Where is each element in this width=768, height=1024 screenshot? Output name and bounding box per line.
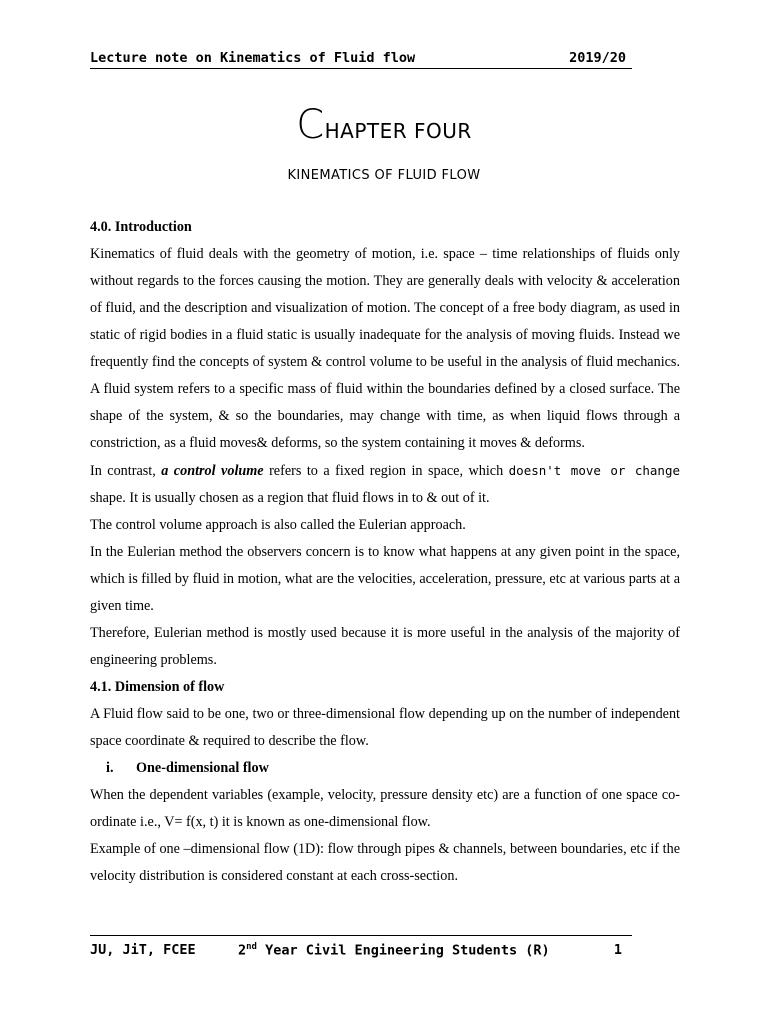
text-run: shape. It is usually chosen as a region that fluid flows in to & out of it. <box>90 490 490 506</box>
text-run: In contrast, <box>90 463 162 479</box>
footer-audience <box>238 942 550 959</box>
section-heading-dimension: 4.1. Dimension of flow <box>90 679 225 695</box>
text-run: refers to a fixed region in space, which <box>263 463 509 479</box>
header-year: 2019/20 <box>569 50 626 66</box>
subsection-title: One-dimensional flow <box>136 760 269 776</box>
paragraph-eulerian-approach: The control volume approach is also called the Eulerian approach. <box>90 517 466 533</box>
footer-institution: JU, JiT, FCEE <box>90 942 196 958</box>
subsection-number: i. <box>106 760 114 776</box>
footer-audience-text: Year Civil Engineering Students (R) <box>256 942 550 959</box>
paragraph-eulerian-usage: Therefore, Eulerian method is mostly used because it is more useful in the analysis of the majority of engineering problems. <box>90 625 680 668</box>
paragraph-one-dimensional-example: Example of one –dimensional flow (1D): flow through pipes & channels, between boundaries, etc if the velocity distribution is considered constant at each cross-section. <box>90 841 680 884</box>
chapter-title-rest: HAPTER FOUR <box>324 119 472 143</box>
page-number: 1 <box>613 942 622 958</box>
paragraph-dimension: A Fluid flow said to be one, two or three-dimensional flow depending up on the number of independent space coordinate & required to describe the flow. <box>90 706 680 749</box>
chapter-subtitle: KINEMATICS OF FLUID FLOW <box>287 168 481 183</box>
paragraph-kinematics: Kinematics of fluid deals with the geometry of motion, i.e. space – time relationships of fluids only without regards to the forces causing the motion. They are generally deals with velocity & acceleration of fluid, and the description and visualization of motion. The concept of a free body diagram, as used in static of rigid bodies in a fluid static is usually inadequate for the analysis of moving fluids. Instead we frequently find the concepts of system & control volume to be useful in the analysis of fluid mechanics. A fluid system refers to a specific mass of fluid within the boundaries defined by a closed surface. The shape of the system, & so the boundaries, may change with time, as when liquid flows through a constriction, as a fluid moves& deforms, so the system containing it moves & deforms. <box>90 246 680 451</box>
paragraph-one-dimensional: When the dependent variables (example, velocity, pressure density etc) are a function of one space co-ordinate i.e., V= f(x, t) it is known as one-dimensional flow. <box>90 787 680 830</box>
section-heading-introduction: 4.0. Introduction <box>90 219 192 235</box>
document-body <box>90 214 680 890</box>
page-footer <box>90 935 632 962</box>
footer-year-number: 2 <box>238 942 247 959</box>
text-run-mono: doesn't move or change <box>508 463 680 478</box>
paragraph-control-volume <box>90 457 680 512</box>
chapter-title <box>0 102 768 148</box>
emphasis-control-volume: a control volume <box>161 463 264 479</box>
header-title: Lecture note on Kinematics of Fluid flow <box>90 50 416 66</box>
page-header <box>90 48 632 69</box>
subsection-heading-one-dimensional <box>90 755 680 782</box>
paragraph-eulerian-method: In the Eulerian method the observers concern is to know what happens at any given point in the space, which is filled by fluid in motion, what are the velocities, acceleration, pressure, etc at various parts at a given time. <box>90 544 680 614</box>
chapter-initial: C <box>296 102 325 148</box>
footer-year-suffix: nd <box>246 942 257 952</box>
